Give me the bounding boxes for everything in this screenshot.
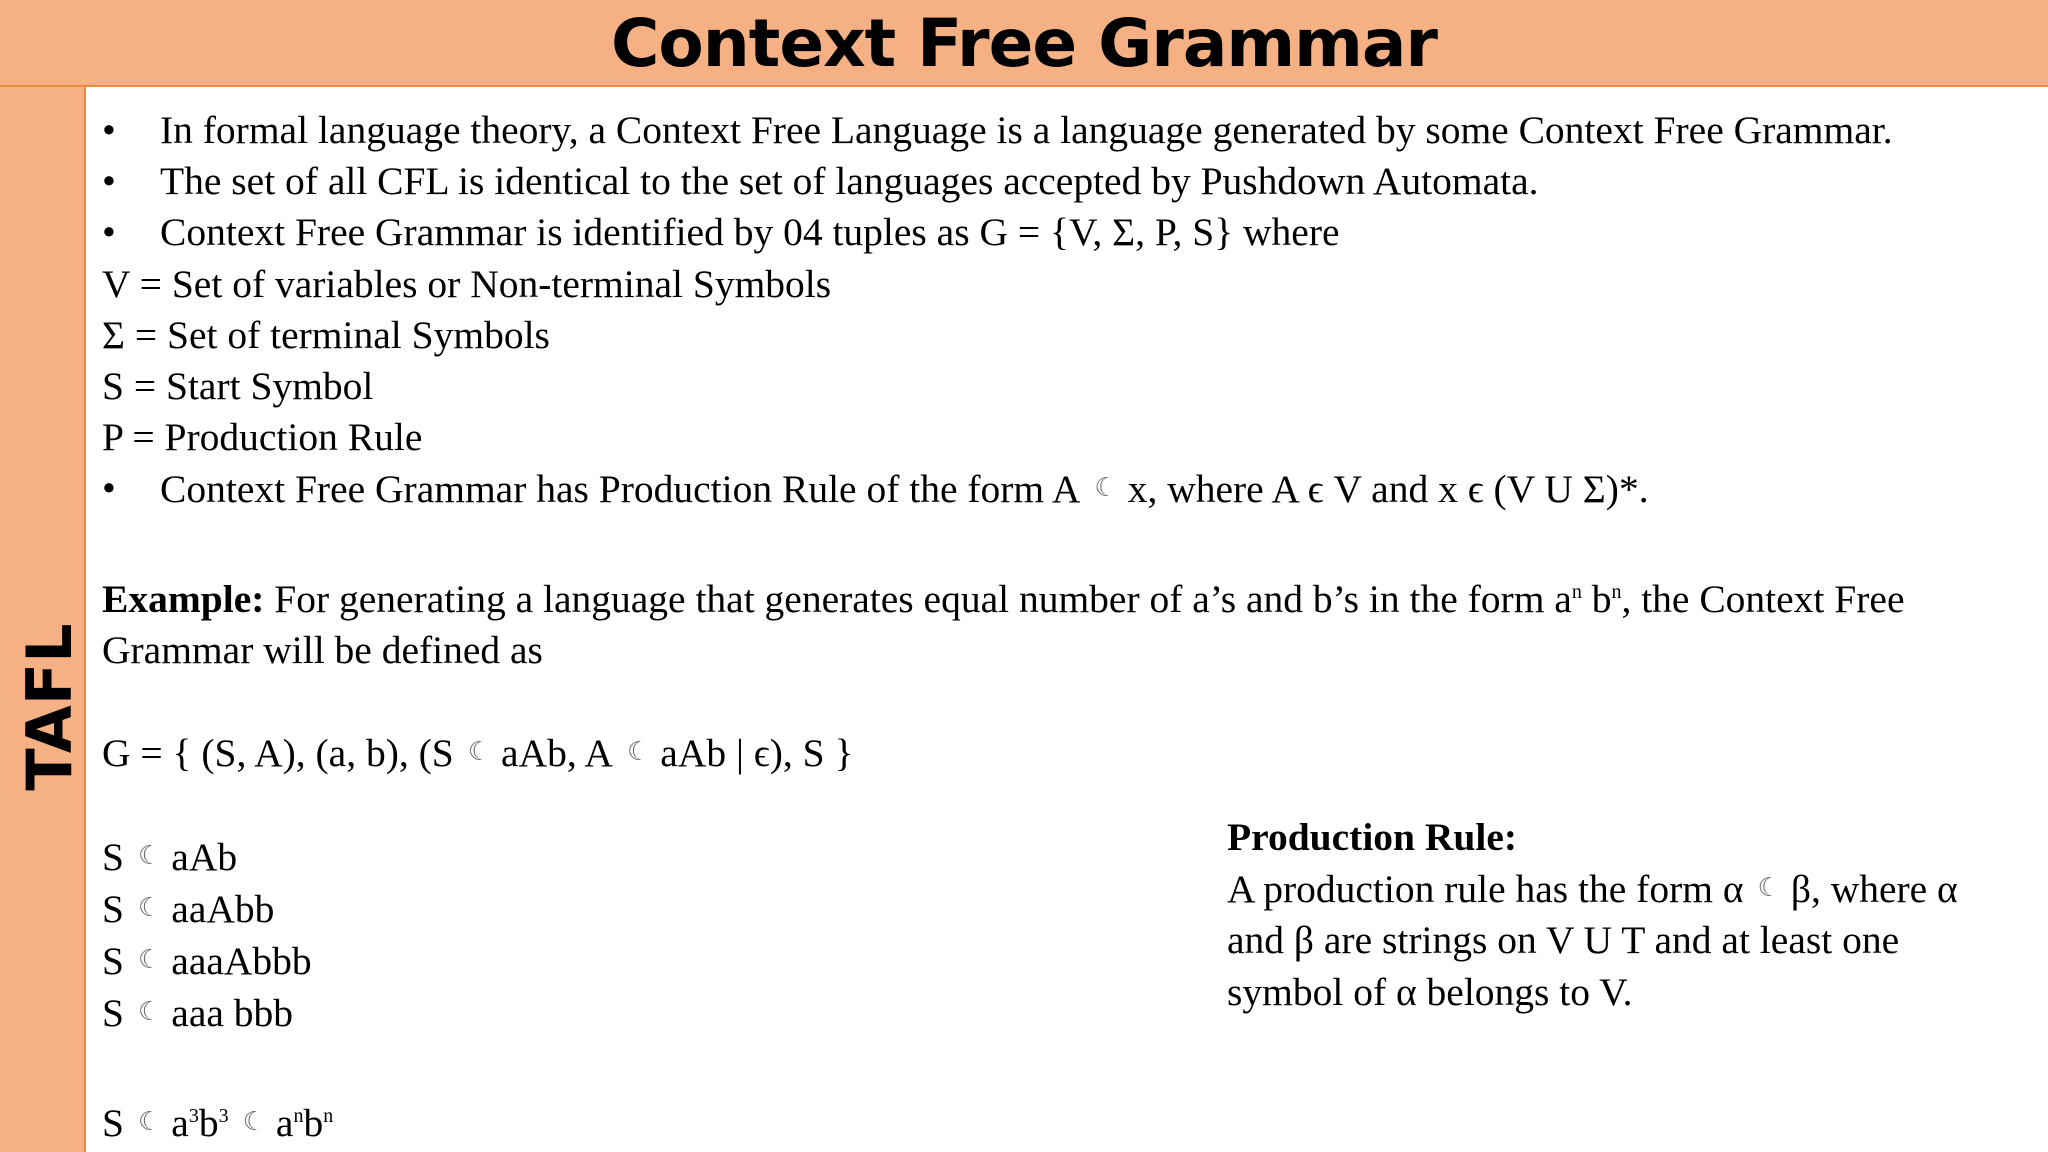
arrow-icon: ☾: [242, 1106, 266, 1137]
definition-v: V = Set of variables or Non-terminal Symbols: [102, 261, 832, 306]
production-rule-text: [1227, 863, 2017, 1018]
final-mid-sup1: 3: [188, 1104, 199, 1127]
arrow-icon: ☾: [467, 737, 492, 768]
bullet-item-1: [102, 105, 1960, 156]
bullet-icon: •: [102, 159, 116, 204]
production-rule-box: [1227, 812, 2017, 1018]
example-paragraph: [102, 567, 2002, 676]
example-label: Example:: [102, 576, 265, 621]
bullet-text-part2: x, where A ϵ V and x ϵ (V U Σ)*.: [1127, 467, 1649, 512]
bullet-text: Context Free Grammar is identified by 04 tuples as G = {V, Σ, P, S} where: [160, 210, 1340, 255]
arrow-icon: ☾: [626, 737, 651, 768]
bullet-icon: •: [102, 466, 116, 511]
side-label: TAFL: [13, 623, 86, 791]
grammar-definition: [102, 727, 2022, 779]
arrow-icon: ☾: [137, 893, 162, 923]
production-rule-heading-text: Production Rule:: [1227, 815, 1518, 859]
bullet-icon: •: [102, 108, 116, 152]
derivation-rhs: aaAbb: [171, 887, 275, 931]
spacer: [102, 516, 2022, 567]
example-text-part1: For generating a language that generates equal number of a’s and b’s in the form a: [264, 576, 1572, 621]
bullet-item-4: [102, 463, 1960, 515]
derivation-rhs: aAb: [171, 834, 238, 879]
final-lhs: S: [102, 1100, 124, 1145]
final-end-sup1: n: [293, 1104, 304, 1127]
spacer: [102, 1040, 2022, 1091]
example-text-part3: , the Context Free Grammar will be defined as: [102, 576, 1905, 673]
arrow-icon: ☾: [137, 945, 162, 976]
title-bar: [0, 0, 2048, 87]
derivation-final: [102, 1091, 2022, 1149]
bullet-item-3: [102, 207, 1960, 258]
bullet-icon: •: [102, 210, 116, 255]
final-mid2: b: [198, 1100, 219, 1145]
final-mid-sup2: 3: [218, 1104, 229, 1127]
bullet-item-2: [102, 156, 1960, 207]
derivation-lhs: S: [102, 887, 124, 931]
definition-sigma: Σ = Set of terminal Symbols: [102, 312, 550, 357]
slide-title: Context Free Grammar: [611, 5, 1437, 82]
bullet-text-part1: Context Free Grammar has Production Rule of the form A: [160, 467, 1081, 512]
final-end: a: [275, 1100, 294, 1145]
example-sup2: n: [1611, 580, 1622, 603]
arrow-icon: ☾: [137, 1106, 162, 1137]
example-text-part2: b: [1581, 576, 1612, 621]
spacer: [102, 676, 2022, 727]
derivation-lhs: S: [102, 939, 124, 984]
side-bar: [0, 87, 86, 1152]
production-rule-text-part1: A production rule has the form α: [1227, 867, 1744, 912]
grammar-part1: G = { (S, A), (a, b), (S: [102, 731, 454, 776]
definition-p: P = Production Rule: [102, 415, 423, 460]
example-sup1: n: [1571, 580, 1582, 603]
derivation-lhs: S: [102, 991, 124, 1036]
grammar-part3: aAb | ϵ), S }: [660, 731, 854, 776]
final-end2: b: [303, 1100, 324, 1145]
arrow-icon: ☾: [1094, 473, 1118, 504]
arrow-icon: ☾: [1757, 873, 1781, 904]
bullet-text: In formal language theory, a Context Free Language is a language generated by some Context Free Grammar.: [160, 108, 1893, 152]
derivation-rhs: aaa bbb: [171, 991, 294, 1036]
production-rule-text-part2: β, where α and β are strings on V U T and at least one symbol of α belongs to V.: [1227, 867, 1958, 1014]
bullet-text: The set of all CFL is identical to the set of languages accepted by Pushdown Automata.: [160, 159, 1539, 204]
derivation-rhs: aaaAbbb: [171, 939, 312, 984]
arrow-icon: ☾: [137, 840, 162, 871]
final-end-sup2: n: [323, 1104, 334, 1127]
final-mid: a: [171, 1100, 189, 1145]
definition-s: S = Start Symbol: [102, 364, 374, 409]
production-rule-heading: [1227, 812, 2017, 863]
grammar-part2: aAb, A: [501, 731, 613, 776]
arrow-icon: ☾: [137, 997, 162, 1028]
derivation-lhs: S: [102, 834, 124, 879]
